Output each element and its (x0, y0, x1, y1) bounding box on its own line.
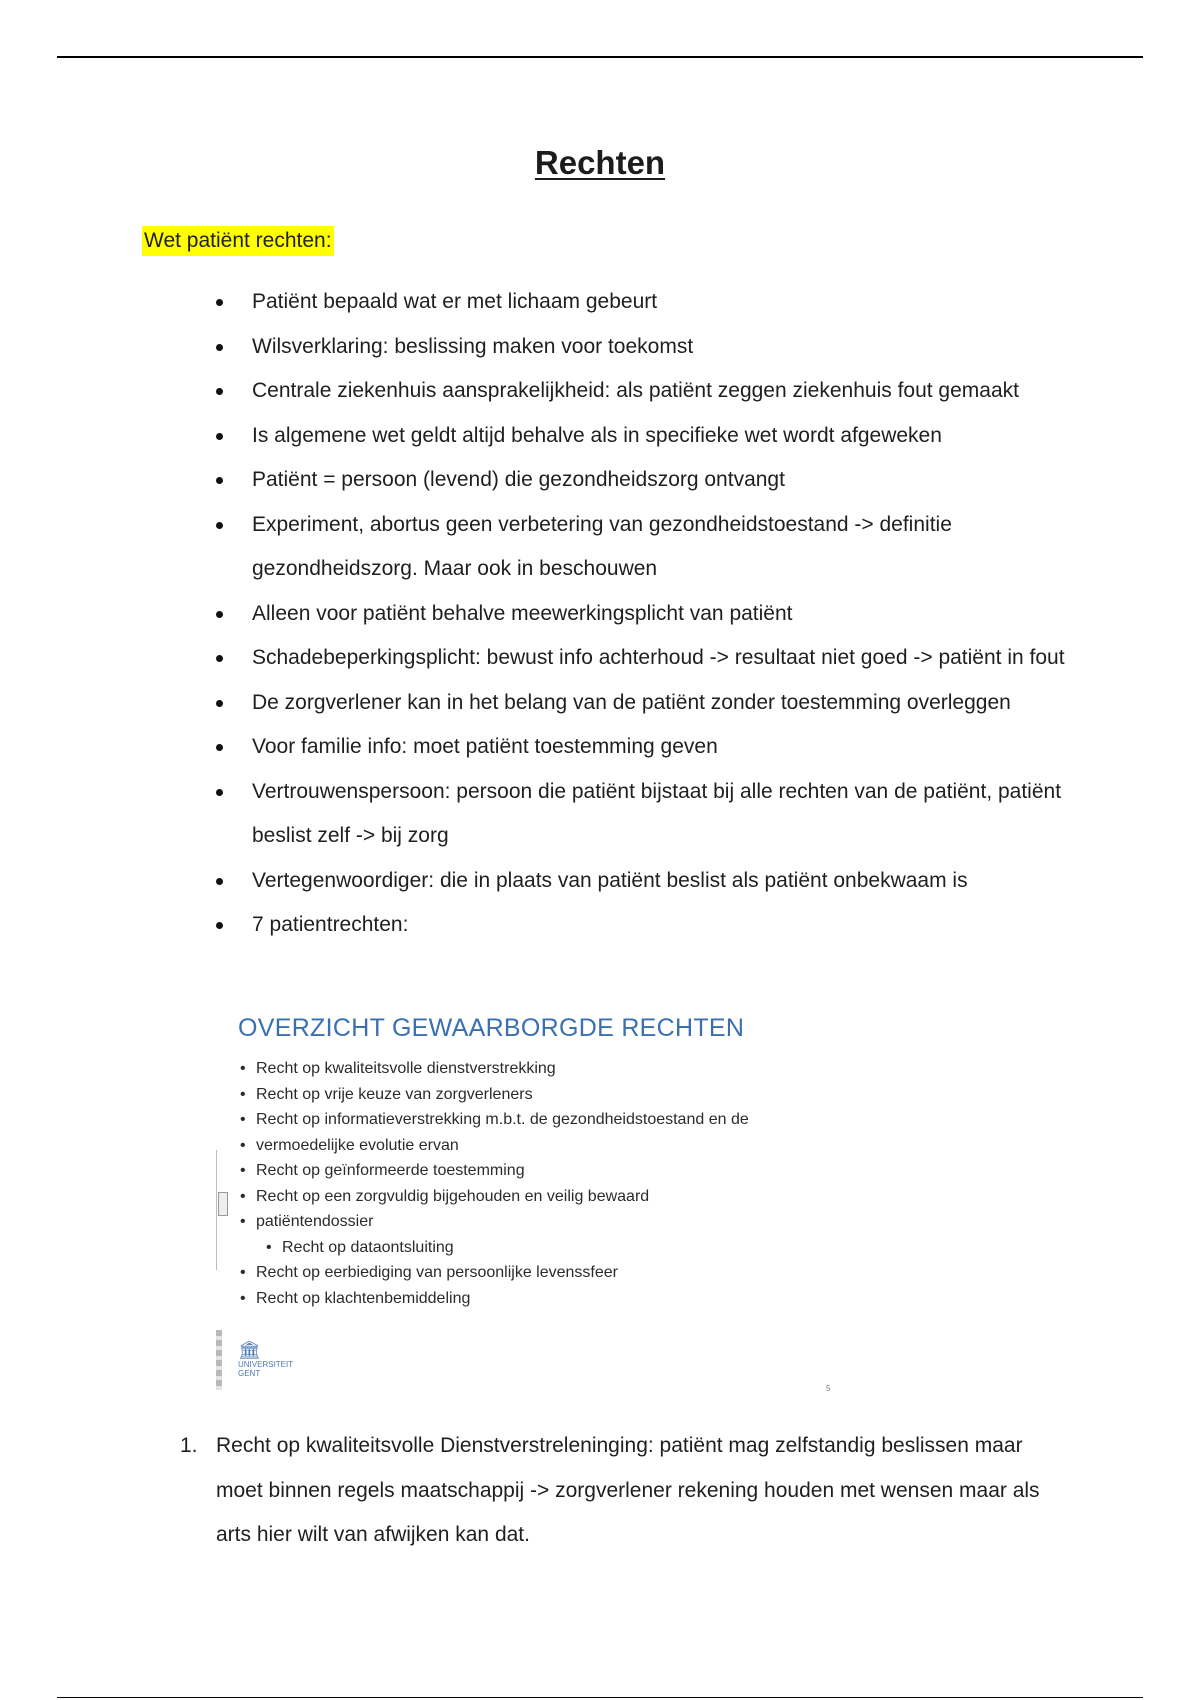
list-item (216, 725, 1096, 770)
slide-page-number: 5 (826, 1384, 831, 1393)
slide-list-subitem: • Recht op dataontsluiting (240, 1235, 880, 1261)
list-item (216, 503, 1096, 592)
bullet-icon (216, 477, 223, 484)
bullet-icon (216, 744, 223, 751)
slide-list-item: • Recht op klachtenbemiddeling (240, 1286, 880, 1312)
list-item-text: Vertegenwoordiger: die in plaats van patiënt beslist als patiënt onbekwaam is (252, 868, 968, 892)
bullet-icon (216, 878, 223, 885)
header-rule (57, 56, 1143, 58)
slide-list-item-continuation: • vermoedelijke evolutie ervan (240, 1133, 880, 1159)
list-item (216, 414, 1096, 459)
list-item-text: Is algemene wet geldt altijd behalve als in specifieke wet wordt afgeweken (252, 423, 942, 447)
bullet-icon (216, 299, 223, 306)
numbered-list (180, 1424, 1070, 1558)
list-item (216, 636, 1096, 681)
bullet-icon (216, 388, 223, 395)
list-item-text: Patiënt bepaald wat er met lichaam gebeurt (252, 290, 658, 313)
slide-side-bar (216, 1330, 222, 1390)
bullet-icon (216, 344, 223, 351)
slide-list-item-continuation: • patiëntendossier (240, 1209, 880, 1235)
list-item-text: Voor familie info: moet patiënt toestemming geven (252, 735, 718, 758)
footer-rule (57, 1697, 1143, 1698)
list-item-text: Vertrouwenspersoon: persoon die patiënt bijstaat bij alle rechten van de patiënt, patiënt beslist zelf -> bij zorg (252, 779, 1062, 847)
embedded-slide-image (214, 1000, 904, 1400)
logo-text-line2: GENT (238, 1369, 261, 1378)
list-item-text: De zorgverlener kan in het belang van de patiënt zonder toestemming overleggen (252, 690, 1011, 714)
bullet-icon (216, 522, 223, 529)
bullet-icon (216, 655, 223, 662)
university-logo (238, 1340, 318, 1390)
numbered-list-item (180, 1424, 1070, 1558)
slide-list-item: • Recht op vrije keuze van zorgverleners (240, 1082, 880, 1108)
list-item-text: Centrale ziekenhuis aansprakelijkheid: als patiënt zeggen ziekenhuis fout gemaakt (252, 379, 1019, 402)
slide-list-item: • Recht op een zorgvuldig bijgehouden en veilig bewaard (240, 1184, 880, 1210)
scrollbar-thumb (218, 1192, 228, 1216)
list-item-text: Patiënt = persoon (levend) die gezondheidszorg ontvangt (252, 468, 785, 491)
slide-list-item: • Recht op eerbiediging van persoonlijke levenssfeer (240, 1260, 880, 1286)
list-item (216, 369, 1096, 414)
slide-side-scrollbar (216, 1150, 223, 1270)
slide-list-item: • Recht op geïnformeerde toestemming (240, 1158, 880, 1184)
list-number: 1. (180, 1434, 198, 1457)
list-item (216, 458, 1096, 503)
building-icon: 🏛 (238, 1340, 261, 1360)
numbered-list-text: Recht op kwaliteitsvolle Dienstverstreleninging: patiënt mag zelfstandig beslissen maar moet binnen regels maatschappij -> zorgverlener rekening houden met wensen maar als arts hier wilt van afwijken kan dat. (216, 1434, 1040, 1546)
list-item (216, 770, 1096, 859)
list-item (216, 280, 1096, 325)
list-item-text: 7 patientrechten: (252, 913, 409, 936)
bullet-icon (216, 922, 223, 929)
list-item-text: Experiment, abortus geen verbetering van gezondheidstoestand -> definitie gezondheidszorg. Maar ook in beschouwen (252, 512, 952, 580)
bullet-list (216, 280, 1096, 948)
section-heading-highlighted: Wet patiënt rechten: (142, 226, 334, 256)
list-item (216, 592, 1096, 637)
list-item (216, 859, 1096, 904)
list-item-text: Wilsverklaring: beslissing maken voor toekomst (252, 334, 694, 358)
list-item (216, 325, 1096, 370)
slide-heading: OVERZICHT GEWAARBORGDE RECHTEN (238, 1014, 745, 1042)
bullet-icon (216, 700, 223, 707)
slide-rights-list (240, 1056, 880, 1311)
list-item (216, 903, 1096, 948)
list-item-text: Alleen voor patiënt behalve meewerkingsplicht van patiënt (252, 601, 793, 625)
list-item-text: Schadebeperkingsplicht: bewust info achterhoud -> resultaat niet goed -> patiënt in fout (252, 646, 1065, 669)
slide-list-item: • Recht op informatieverstrekking m.b.t. de gezondheidstoestand en de (240, 1107, 880, 1133)
list-item (216, 681, 1096, 726)
logo-text-line1: UNIVERSITEIT (238, 1360, 294, 1369)
page-title: Rechten (534, 144, 666, 181)
slide-list-item: • Recht op kwaliteitsvolle dienstverstrekking (240, 1056, 880, 1082)
bullet-icon (216, 789, 223, 796)
bullet-icon (216, 433, 223, 440)
bullet-icon (216, 611, 223, 618)
